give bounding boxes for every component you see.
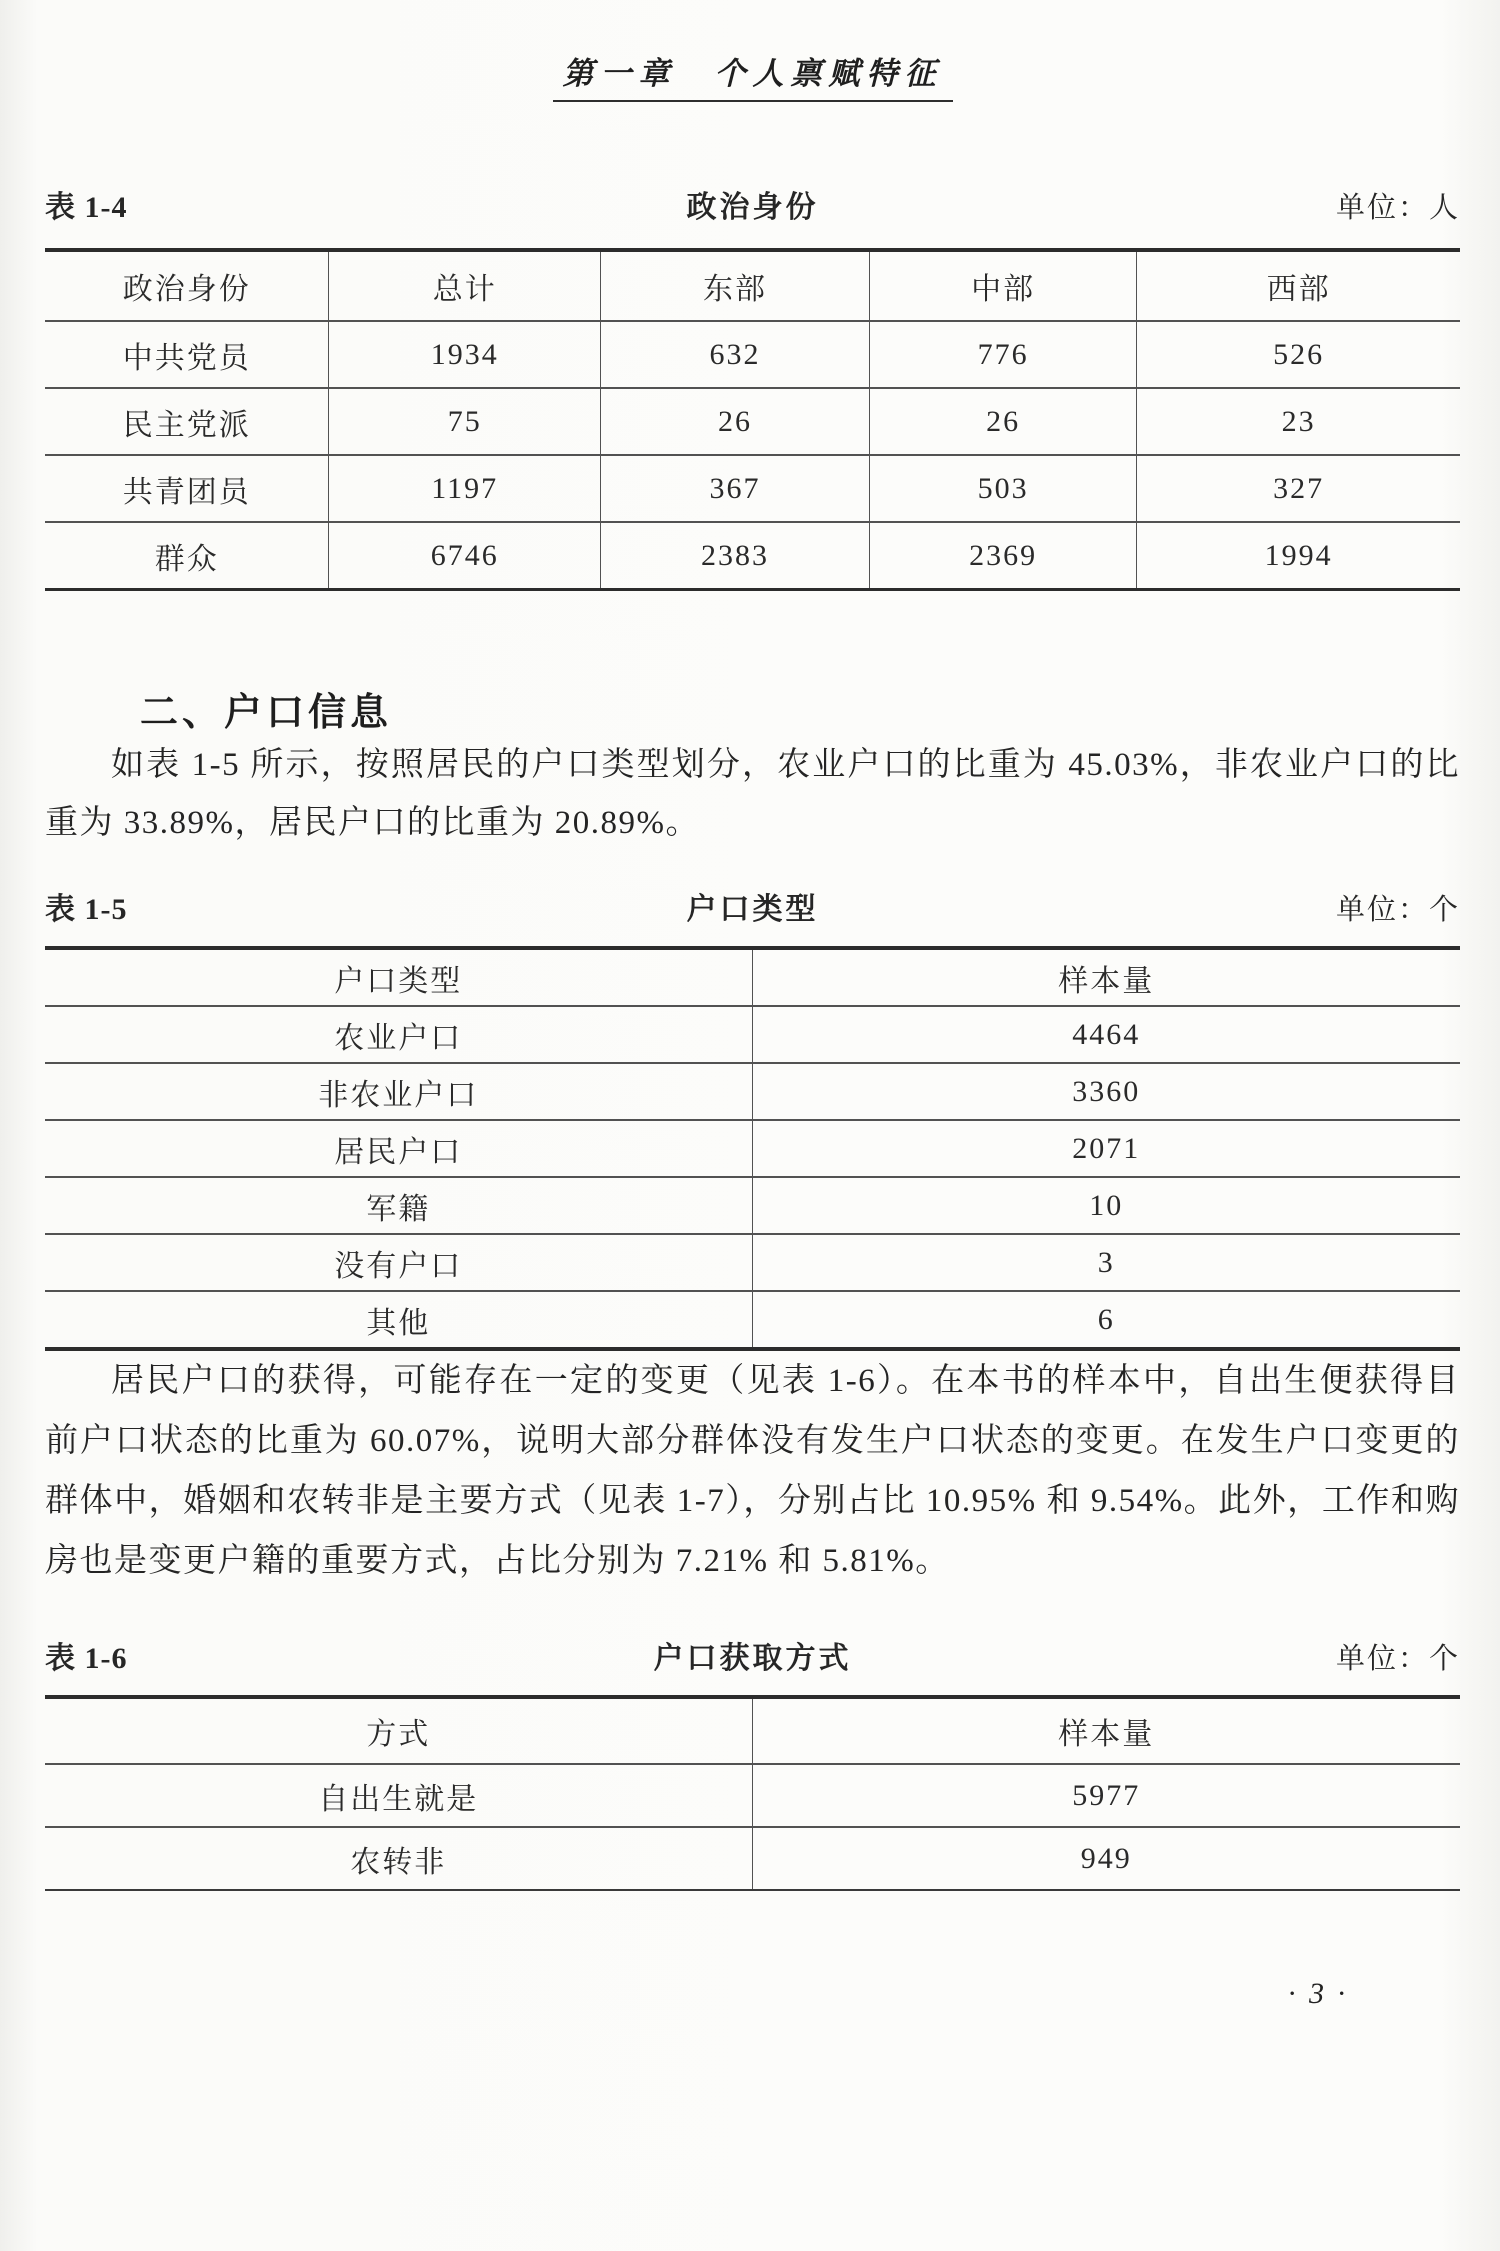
table-1-4-caption xyxy=(45,190,1460,226)
table-header-cell: 西部 xyxy=(1137,252,1460,322)
table-1-6-label: 表 1-6 xyxy=(45,1642,128,1675)
table-cell: 军籍 xyxy=(45,1178,753,1235)
section-heading: 二、户口信息 xyxy=(140,692,393,734)
table-cell: 10 xyxy=(753,1178,1461,1235)
table-1-4 xyxy=(45,248,1460,591)
table-cell: 2369 xyxy=(870,523,1137,588)
table-1-5 xyxy=(45,946,1460,1351)
table-cell: 4464 xyxy=(753,1007,1461,1064)
table-cell: 没有户口 xyxy=(45,1235,753,1292)
table-cell: 23 xyxy=(1137,389,1460,456)
table-cell: 3360 xyxy=(753,1064,1461,1121)
table-cell: 民主党派 xyxy=(45,389,329,456)
table-1-4-unit: 单位：人 xyxy=(1335,192,1460,224)
table-header-cell: 中部 xyxy=(870,252,1137,322)
table-1-6-unit: 单位：个 xyxy=(1335,1643,1460,1675)
table-cell: 农业户口 xyxy=(45,1007,753,1064)
table-cell: 2383 xyxy=(601,523,870,588)
table-cell: 群众 xyxy=(45,523,329,588)
table-cell: 中共党员 xyxy=(45,322,329,389)
table-cell: 367 xyxy=(601,456,870,523)
table-1-6 xyxy=(45,1695,1460,1891)
table-header-cell: 政治身份 xyxy=(45,252,329,322)
table-cell: 632 xyxy=(601,322,870,389)
table-cell: 26 xyxy=(870,389,1137,456)
table-header-cell: 样本量 xyxy=(753,950,1461,1007)
page-number: · 3 · xyxy=(1288,1977,1348,2010)
table-cell: 526 xyxy=(1137,322,1460,389)
paragraph: 如表 1-5 所示，按照居民的户口类型划分，农业户口的比重为 45.03%，非农业户口的比重为 33.89%，居民户口的比重为 20.89%。 xyxy=(45,747,1460,841)
table-1-5-label: 表 1-5 xyxy=(45,893,128,926)
table-cell: 其他 xyxy=(45,1292,753,1347)
table-1-6-caption xyxy=(45,1641,1460,1677)
table-cell: 农转非 xyxy=(45,1828,753,1889)
paragraph: 居民户口的获得，可能存在一定的变更（见表 1-6）。在本书的样本中，自出生便获得目前户口状态的比重为 60.07%，说明大部分群体没有发生户口状态的变更。在发生户口变更的群体中，婚姻和农转非是主要方式（见表 1-7），分别占比 10.95% 和 9.54%。此外，工作和购房也是变更户籍的重要方式，占比分别为 7.21% 和 5.81%。 xyxy=(45,1363,1460,1579)
table-1-5-unit: 单位：个 xyxy=(1335,894,1460,926)
table-cell: 非农业户口 xyxy=(45,1064,753,1121)
table-1-5-title: 户口类型 xyxy=(686,893,819,926)
table-1-4-label: 表 1-4 xyxy=(45,191,128,224)
table-cell: 327 xyxy=(1137,456,1460,523)
table-cell: 503 xyxy=(870,456,1137,523)
table-cell: 1934 xyxy=(329,322,601,389)
table-1-4-title: 政治身份 xyxy=(686,191,819,224)
table-cell: 6746 xyxy=(329,523,601,588)
table-header-cell: 方式 xyxy=(45,1699,753,1765)
table-cell: 75 xyxy=(329,389,601,456)
table-cell: 5977 xyxy=(753,1765,1461,1828)
table-header-cell: 总计 xyxy=(329,252,601,322)
table-cell: 1197 xyxy=(329,456,601,523)
table-1-5-caption xyxy=(45,892,1460,928)
table-cell: 6 xyxy=(1097,1302,1115,1336)
table-cell: 1994 xyxy=(1264,538,1333,572)
table-cell: 共青团员 xyxy=(45,456,329,523)
table-cell: 3 xyxy=(753,1235,1461,1292)
table-header-cell: 样本量 xyxy=(753,1699,1461,1765)
page-header xyxy=(45,0,1460,102)
table-cell: 26 xyxy=(601,389,870,456)
table-cell: 2071 xyxy=(753,1121,1461,1178)
table-cell: 自出生就是 xyxy=(45,1765,753,1828)
chapter-title: 第一章 个人禀赋特征 xyxy=(553,48,953,102)
table-header-cell: 东部 xyxy=(601,252,870,322)
table-cell: 776 xyxy=(870,322,1137,389)
table-header-cell: 户口类型 xyxy=(45,950,753,1007)
table-cell: 949 xyxy=(1080,1841,1132,1875)
table-cell: 居民户口 xyxy=(45,1121,753,1178)
table-1-6-title: 户口获取方式 xyxy=(653,1642,852,1675)
